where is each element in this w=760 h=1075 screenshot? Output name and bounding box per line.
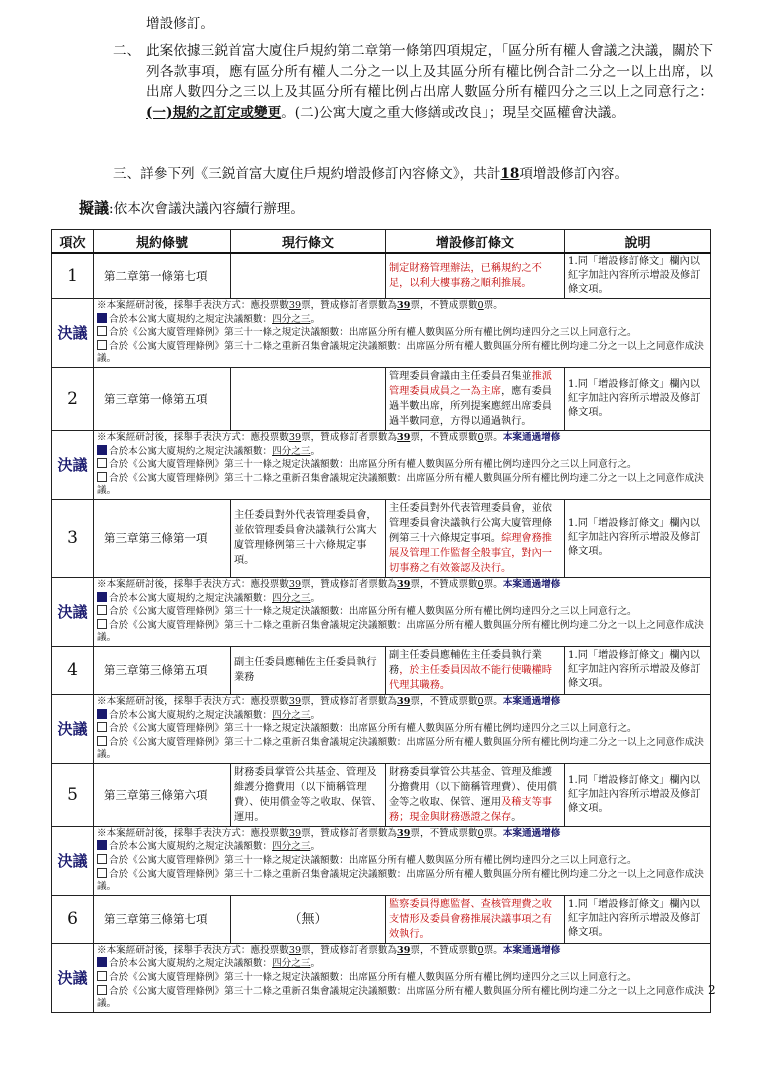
vote-text: 票，贊成修訂者票數為 (301, 695, 398, 707)
checked-checkbox-icon (97, 445, 107, 455)
decision-label: 決議 (52, 943, 94, 1012)
current-text (231, 253, 386, 299)
article-row (52, 499, 711, 577)
vote-summary (97, 828, 707, 841)
option-text: 合於本公寓大廈規約之規定決議額數： (109, 592, 273, 604)
decision-result: 本案通過增修 (502, 827, 561, 839)
decision-option-article-31 (97, 854, 707, 868)
option-text: 合於本公寓大廈規約之規定決議額數： (109, 841, 273, 853)
intro-paragraph-3-text-b: 項增設修訂內容。 (519, 166, 629, 182)
amended-text-original: 副主任委員應輔佐主任委員執行業務 (389, 649, 542, 676)
vote-total: 39 (288, 827, 302, 839)
decision-row (52, 299, 711, 368)
vote-text: 票，贊成修訂者票數為 (301, 944, 398, 956)
option-text: 合於《公寓大廈管理條例》第三十二條之重新召集會議規定決議額數：出席區分所有權人數與區分所有權比例均達二分之一以上之同意作成決議。 (97, 985, 704, 1010)
header-item-no: 項次 (52, 230, 94, 254)
item-number: 1 (52, 253, 94, 299)
intro-paragraph-3 (113, 164, 628, 185)
option-text: 合於本公寓大廈規約之規定決議額數： (109, 709, 273, 721)
decision-option-article-31 (97, 605, 707, 619)
checked-checkbox-icon (97, 840, 107, 850)
decision-option-article-32 (97, 868, 707, 894)
decision-row (52, 826, 711, 895)
amended-text (386, 499, 565, 577)
unchecked-checkbox-icon (97, 605, 107, 615)
option-text: 合於《公寓大廈管理條例》第三十二條之重新召集會議規定決議額數：出席區分所有權人數與區分所有權比例均達二分之一以上之同意作成決議。 (97, 868, 704, 893)
decision-result: 本案通過增修 (502, 944, 561, 956)
checked-checkbox-icon (97, 592, 107, 602)
vote-no-count: 0 (477, 827, 484, 839)
unchecked-checkbox-icon (97, 458, 107, 468)
amended-text-added: 及稽支等事務；現金與財務憑證之保存 (389, 796, 552, 823)
amended-text (386, 367, 565, 430)
decision-option-article-32 (97, 985, 707, 1011)
vote-text: ※本案經研討後，採舉手表決方式：應投票數 (97, 578, 289, 590)
decision-option-article-32 (97, 619, 707, 645)
intro-proposal (79, 198, 304, 220)
decision-result: 本案通過增修 (502, 431, 561, 443)
article-row (52, 646, 711, 694)
current-text (231, 367, 386, 430)
header-amended-text: 增設修訂條文 (386, 230, 565, 254)
decision-content (94, 299, 711, 368)
amended-text-added: 監察委員得應監督、查核管理費之收支情形及委員會務推展決議事項之有效執行。 (389, 898, 552, 940)
vote-yes-count: 39 (397, 431, 411, 443)
option-threshold: 四分之三 (272, 592, 311, 604)
vote-text: 票。 (483, 827, 503, 839)
vote-text: 票，贊成修訂者票數為 (301, 431, 398, 443)
vote-summary (97, 696, 707, 709)
decision-option-article-32 (97, 736, 707, 762)
decision-option-bylaw (97, 709, 707, 723)
decision-content (94, 430, 711, 499)
unchecked-checkbox-icon (97, 971, 107, 981)
checked-checkbox-icon (97, 957, 107, 967)
option-text: 。 (310, 709, 321, 721)
article-number: 第三章第三條第五項 (94, 646, 231, 694)
amended-text-added: 推派管理委員成員之一為主席 (389, 370, 552, 397)
vote-text: 票。 (483, 431, 503, 443)
item-number: 3 (52, 499, 94, 577)
unchecked-checkbox-icon (97, 722, 107, 732)
item-number: 6 (52, 895, 94, 943)
vote-text: ※本案經研討後，採舉手表決方式：應投票數 (97, 300, 289, 311)
option-text: 合於《公寓大廈管理條例》第三十一條之規定決議額數：出席區分所有權人數與區分所有權比例均達四分之三以上同意行之。 (109, 327, 637, 339)
checked-checkbox-icon (97, 313, 107, 323)
decision-content (94, 826, 711, 895)
vote-yes-count: 39 (397, 695, 411, 707)
decision-row (52, 577, 711, 646)
vote-text: 票，贊成修訂者票數為 (301, 578, 398, 590)
intro-paragraph-2 (113, 41, 713, 123)
vote-text: ※本案經研討後，採舉手表決方式：應投票數 (97, 944, 289, 956)
vote-total: 39 (288, 695, 302, 707)
option-text: 。 (310, 445, 321, 457)
option-text: 合於《公寓大廈管理條例》第三十一條之規定決議額數：出席區分所有權人數與區分所有權比例均達四分之三以上同意行之。 (109, 723, 637, 735)
vote-yes-count: 39 (397, 578, 411, 590)
decision-label: 決議 (52, 430, 94, 499)
decision-row (52, 430, 711, 499)
vote-no-count: 0 (477, 944, 484, 956)
vote-total: 39 (288, 300, 302, 311)
vote-text: ※本案經研討後，採舉手表決方式：應投票數 (97, 695, 289, 707)
article-row (52, 763, 711, 826)
decision-label: 決議 (52, 694, 94, 763)
decision-content (94, 694, 711, 763)
unchecked-checkbox-icon (97, 472, 107, 482)
note-text: 1.同「增設修訂條文」欄內以紅字加註內容所示增設及修訂條文項。 (565, 763, 711, 826)
decision-option-article-32 (97, 340, 707, 366)
vote-total: 39 (288, 431, 302, 443)
intro-paragraph-3-count: 18 (500, 166, 520, 182)
vote-no-count: 0 (477, 431, 484, 443)
option-threshold: 四分之三 (272, 709, 311, 721)
vote-text: 票，贊成修訂者票數為 (301, 300, 398, 311)
article-number: 第二章第一條第七項 (94, 253, 231, 299)
amended-text (386, 253, 565, 299)
decision-option-bylaw (97, 592, 707, 606)
decision-option-article-31 (97, 722, 707, 736)
option-text: 合於本公寓大廈規約之規定決議額數： (109, 958, 273, 970)
option-text: 合於《公寓大廈管理條例》第三十二條之重新召集會議規定決議額數：出席區分所有權人數與區分所有權比例均達二分之一以上之同意作成決議。 (97, 340, 704, 365)
amended-text-original: 。 (511, 811, 522, 823)
unchecked-checkbox-icon (97, 326, 107, 336)
vote-summary (97, 432, 707, 445)
intro-paragraph-2-text-b: 。(二)公寓大廈之重大修繕或改良」；現呈交區權會決議。 (281, 104, 625, 121)
decision-option-bylaw (97, 313, 707, 327)
vote-text: 票。 (483, 578, 503, 590)
vote-text: 票，不贊成票數 (410, 578, 478, 590)
vote-text: 票。 (483, 944, 503, 956)
vote-text: 票，不贊成票數 (410, 431, 478, 443)
article-number: 第三章第三條第一項 (94, 499, 231, 577)
current-text: 主任委員對外代表管理委員會，並依管理委員會決議執行公寓大廈管理條例第三十六條規定事項。 (231, 499, 386, 577)
vote-summary (97, 945, 707, 958)
unchecked-checkbox-icon (97, 340, 107, 350)
vote-text: 票，不贊成票數 (410, 827, 478, 839)
proposal-text: :依本次會議決議內容續行辦理。 (109, 201, 304, 217)
option-text: 合於《公寓大廈管理條例》第三十一條之規定決議額數：出席區分所有權人數與區分所有權比例均達四分之三以上同意行之。 (109, 459, 637, 471)
option-threshold: 四分之三 (272, 958, 311, 970)
unchecked-checkbox-icon (97, 868, 107, 878)
current-text: 副主任委員應輔佐主任委員執行業務 (231, 646, 386, 694)
amended-text-added: 綜理會務推展及管理工作監督全般事宜，對內一切事務之有效簽認及決行。 (389, 532, 552, 574)
vote-text: 票，贊成修訂者票數為 (301, 827, 398, 839)
article-row (52, 895, 711, 943)
vote-text: 票，不贊成票數 (410, 944, 478, 956)
header-article: 規約條號 (94, 230, 231, 254)
decision-row (52, 694, 711, 763)
vote-text: 票，不贊成票數 (410, 695, 478, 707)
intro-paragraph-1: 增設修訂。 (146, 16, 214, 32)
decision-option-article-31 (97, 326, 707, 340)
amended-text (386, 646, 565, 694)
vote-summary (97, 579, 707, 592)
table-header-row (52, 230, 711, 254)
page-number: 2 (708, 983, 716, 997)
unchecked-checkbox-icon (97, 854, 107, 864)
article-number: 第三章第一條第五項 (94, 367, 231, 430)
option-text: 合於《公寓大廈管理條例》第三十二條之重新召集會議規定決議額數：出席區分所有權人數與區分所有權比例均達二分之一以上之同意作成決議。 (97, 619, 704, 644)
decision-label: 決議 (52, 826, 94, 895)
intro-paragraph-2-text-a: 此案依據三鋭首富大廈住戶規約第二章第一條第四項規定，「區分所有權人會議之決議，關於下列各款事項，應有區分所有權人二分之一以上及其區分所有權比例合計二分之一以上出席，以出席人數四分之三以上及其區分所有權比例占出席人數區分所有權四分之三以上之同意行之： (146, 43, 713, 101)
intro-paragraph-3-text-a: 三、詳參下列《三鋭首富大廈住戶規約增設修訂內容條文》，共計 (113, 166, 501, 182)
decision-option-bylaw (97, 840, 707, 854)
amended-text (386, 895, 565, 943)
vote-text: 票，不贊成票數 (410, 300, 478, 311)
checked-checkbox-icon (97, 709, 107, 719)
amended-text-original: 財務委員掌管公共基金、管理及維護分擔費用（以下簡稱管理費）、使用償金等之收取、保管、運用 (389, 766, 558, 808)
current-text: （無） (231, 895, 386, 943)
vote-yes-count: 39 (397, 827, 411, 839)
article-row (52, 253, 711, 299)
proposal-label: 擬議 (79, 199, 110, 217)
vote-no-count: 0 (477, 300, 484, 311)
note-text: 1.同「增設修訂條文」欄內以紅字加註內容所示增設及修訂條文項。 (565, 253, 711, 299)
decision-option-article-31 (97, 458, 707, 472)
vote-yes-count: 39 (397, 300, 411, 311)
header-note: 說明 (565, 230, 711, 254)
vote-text: ※本案經研討後，採舉手表決方式：應投票數 (97, 827, 289, 839)
amended-text-added: ，於主任委員因故不能行使職權時代理其職務。 (389, 664, 552, 691)
unchecked-checkbox-icon (97, 619, 107, 629)
note-text: 1.同「增設修訂條文」欄內以紅字加註內容所示增設及修訂條文項。 (565, 646, 711, 694)
option-threshold: 四分之三 (272, 445, 311, 457)
amended-text-original: 主任委員對外代表管理委員會，並依管理委員會決議執行公寓大廈管理條例第三十六條規定事項。 (389, 502, 552, 544)
current-text: 財務委員掌管公共基金、管理及維護分擔費用（以下簡稱管理費）、使用償金等之收取、保管、運用。 (231, 763, 386, 826)
decision-row (52, 943, 711, 1012)
article-row (52, 367, 711, 430)
option-threshold: 四分之三 (272, 841, 311, 853)
item-number: 5 (52, 763, 94, 826)
unchecked-checkbox-icon (97, 985, 107, 995)
vote-text: ※本案經研討後，採舉手表決方式：應投票數 (97, 431, 289, 443)
article-number: 第三章第三條第六項 (94, 763, 231, 826)
option-text: 合於《公寓大廈管理條例》第三十二條之重新召集會議規定決議額數：出席區分所有權人數與區分所有權比例均達二分之一以上之同意作成決議。 (97, 736, 704, 761)
amended-text-original: 管理委員會議由主任委員召集並 (389, 370, 532, 382)
option-text: 合於《公寓大廈管理條例》第三十二條之重新召集會議規定決議額數：出席區分所有權人數與區分所有權比例均達二分之一以上之同意作成決議。 (97, 472, 704, 497)
option-text: 合於《公寓大廈管理條例》第三十一條之規定決議額數：出席區分所有權人數與區分所有權比例均達四分之三以上同意行之。 (109, 855, 637, 867)
note-text: 1.同「增設修訂條文」欄內以紅字加註內容所示增設及修訂條文項。 (565, 499, 711, 577)
option-text: 合於《公寓大廈管理條例》第三十一條之規定決議額數：出席區分所有權人數與區分所有權比例均達四分之三以上同意行之。 (109, 972, 637, 984)
decision-option-article-31 (97, 971, 707, 985)
option-threshold: 四分之三 (272, 313, 311, 325)
item-number: 4 (52, 646, 94, 694)
bylaw-amendment-table (51, 229, 711, 1013)
vote-yes-count: 39 (397, 944, 411, 956)
vote-total: 39 (288, 944, 302, 956)
decision-content (94, 577, 711, 646)
decision-content (94, 943, 711, 1012)
amended-text-added: 制定財務管理辦法，已稱規約之不足，以利大樓事務之順利推展。 (389, 263, 542, 289)
vote-no-count: 0 (477, 695, 484, 707)
intro-paragraph-2-number: 二、 (113, 43, 141, 59)
option-text: 。 (310, 841, 321, 853)
amended-text (386, 763, 565, 826)
option-text: 。 (310, 313, 321, 325)
option-text: 。 (310, 592, 321, 604)
option-text: 。 (310, 958, 321, 970)
decision-label: 決議 (52, 299, 94, 368)
vote-text: 票。 (483, 695, 503, 707)
option-text: 合於《公寓大廈管理條例》第三十一條之規定決議額數：出席區分所有權人數與區分所有權比例均達四分之三以上同意行之。 (109, 606, 637, 618)
decision-label: 決議 (52, 577, 94, 646)
decision-option-bylaw (97, 957, 707, 971)
item-number: 2 (52, 367, 94, 430)
unchecked-checkbox-icon (97, 736, 107, 746)
decision-option-bylaw (97, 445, 707, 459)
vote-no-count: 0 (477, 578, 484, 590)
note-text: 1.同「增設修訂條文」欄內以紅字加註內容所示增設及修訂條文項。 (565, 367, 711, 430)
amended-text-original: ，應有委員過半數出席，所列提案應經出席委員過半數同意，方得以通過執行。 (389, 385, 552, 427)
article-number: 第三章第三條第七項 (94, 895, 231, 943)
decision-option-article-32 (97, 472, 707, 498)
option-text: 合於本公寓大廈規約之規定決議額數： (109, 313, 273, 325)
vote-total: 39 (288, 578, 302, 590)
vote-summary (97, 300, 707, 313)
note-text: 1.同「增設修訂條文」欄內以紅字加註內容所示增設及修訂條文項。 (565, 895, 711, 943)
header-current-text: 現行條文 (231, 230, 386, 254)
intro-paragraph-2-emphasis: (一)規約之訂定或變更 (146, 104, 282, 121)
option-text: 合於本公寓大廈規約之規定決議額數： (109, 445, 273, 457)
decision-result: 本案通過增修 (502, 695, 561, 707)
vote-text: 票。 (483, 300, 503, 311)
decision-result: 本案通過增修 (502, 578, 561, 590)
